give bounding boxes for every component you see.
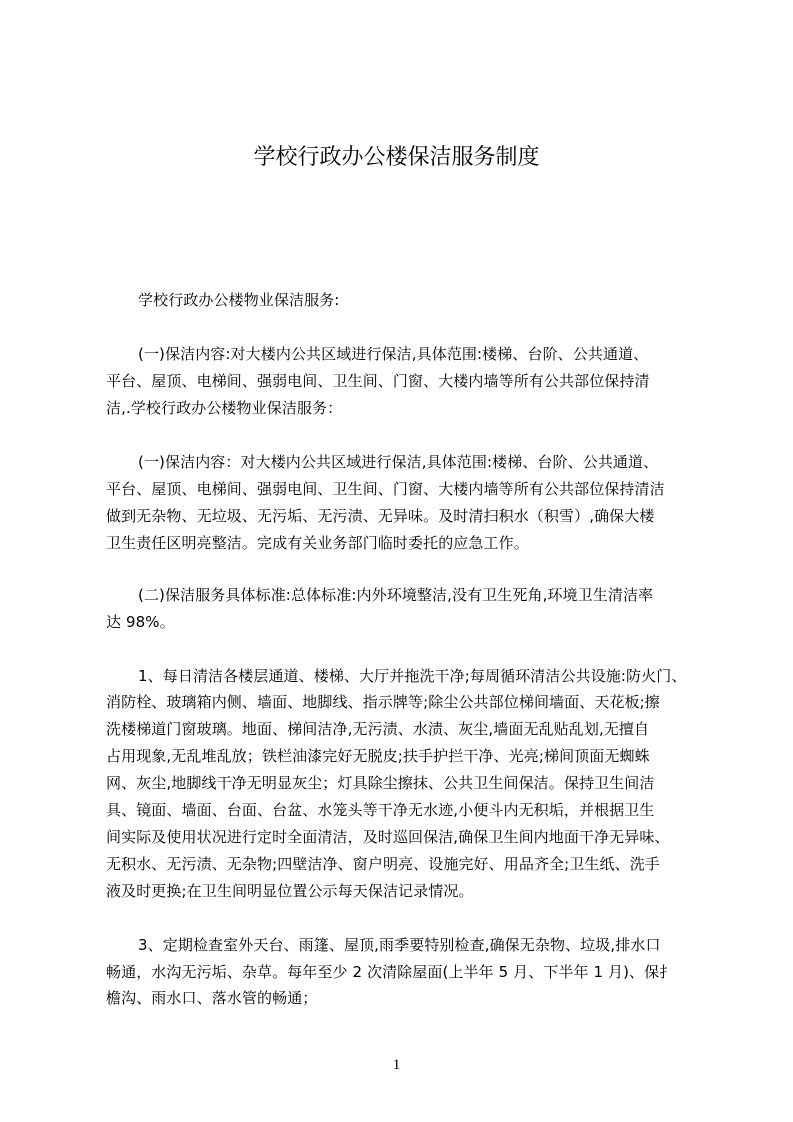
text-line: 液及时更换;在卫生间明显位置公示每天保洁记录情况。	[106, 882, 474, 900]
text-line: 洁,.学校行政办公楼物业保洁服务：	[106, 399, 343, 417]
text-line: 平台、屋顶、电梯间、强弱电间、卫生间、门窗、大楼内墙等所有公共部位保持清	[106, 372, 650, 390]
text-line: 学校行政办公楼物业保洁服务:	[138, 291, 340, 309]
text-line: 网、灰尘,地脚线干净无明显灰尘；灯具除尘擦抹、公共卫生间保洁。保持卫生间洁	[106, 774, 655, 792]
text-line: 占用现象,无乱堆乱放；铁栏油漆完好无脱皮;扶手护拦干净、光亮;梯间顶面无蜘蛛	[106, 747, 650, 765]
text-line: 檐沟、雨水口、落水管的畅通；	[106, 989, 318, 1007]
text-line: 无积水、无污渍、无杂物;四壁洁净、窗户明亮、设施完好、用品齐全;卫生纸、洗手	[106, 855, 660, 873]
text-line: 平台、屋顶、电梯间、强弱电间、卫生间、门窗、大楼内墙等所有公共部位保持清洁	[106, 480, 665, 498]
text-line: 做到无杂物、无垃圾、无污垢、无污渍、无异味。及时清扫积水（积雪）,确保大楼	[106, 507, 655, 525]
text-line: 洗楼梯道门窗玻璃。地面、梯间洁净,无污渍、水渍、灰尘,墙面无乱贴乱划,无擅自	[106, 720, 650, 738]
text-line: 卫生责任区明亮整洁。完成有关业务部门临时委托的应急工作。	[106, 534, 529, 552]
page-title: 学校行政办公楼保洁服务制度	[253, 145, 540, 170]
text-line: (二)保洁服务具体标准:总体标准:内外环境整洁,没有卫生死角,环境卫生清洁率	[138, 586, 654, 604]
text-line: 畅通，水沟无污垢、杂草。每年至少 2 次清除屋面(上半年 5 月、下半年 1 月)、保扌	[106, 963, 675, 981]
text-line: 具、镜面、墙面、台面、台盆、水笼头等干净无水迹,小便斗内无积垢，并根据卫生	[106, 801, 655, 819]
text-line: 间实际及使用状况进行定时全面清洁，及时巡回保洁,确保卫生间内地面干净无异味、	[106, 828, 670, 846]
text-line: 1、每日清洁各楼层通道、楼梯、大厅并拖洗干净;每周循环清洁公共设施:防火门、	[138, 667, 687, 685]
text-line: 3、定期检查室外天台、雨篷、屋顶,雨季要特别检查,确保无杂物、垃圾,排水口	[138, 936, 661, 954]
page-number: 1	[392, 1057, 401, 1073]
text-line: 消防栓、玻璃箱内侧、墙面、地脚线、指示牌等;除尘公共部位梯间墙面、天花板;擦	[106, 693, 660, 711]
text-line: 达 98%。	[106, 613, 175, 631]
text-line: (一)保洁内容:对大楼内公共区域进行保洁,具体范围:楼梯、台阶、公共通道、	[138, 345, 649, 363]
text-line: (一)保洁内容：对大楼内公共区域进行保洁,具体范围:楼梯、台阶、公共通道、	[138, 453, 659, 471]
